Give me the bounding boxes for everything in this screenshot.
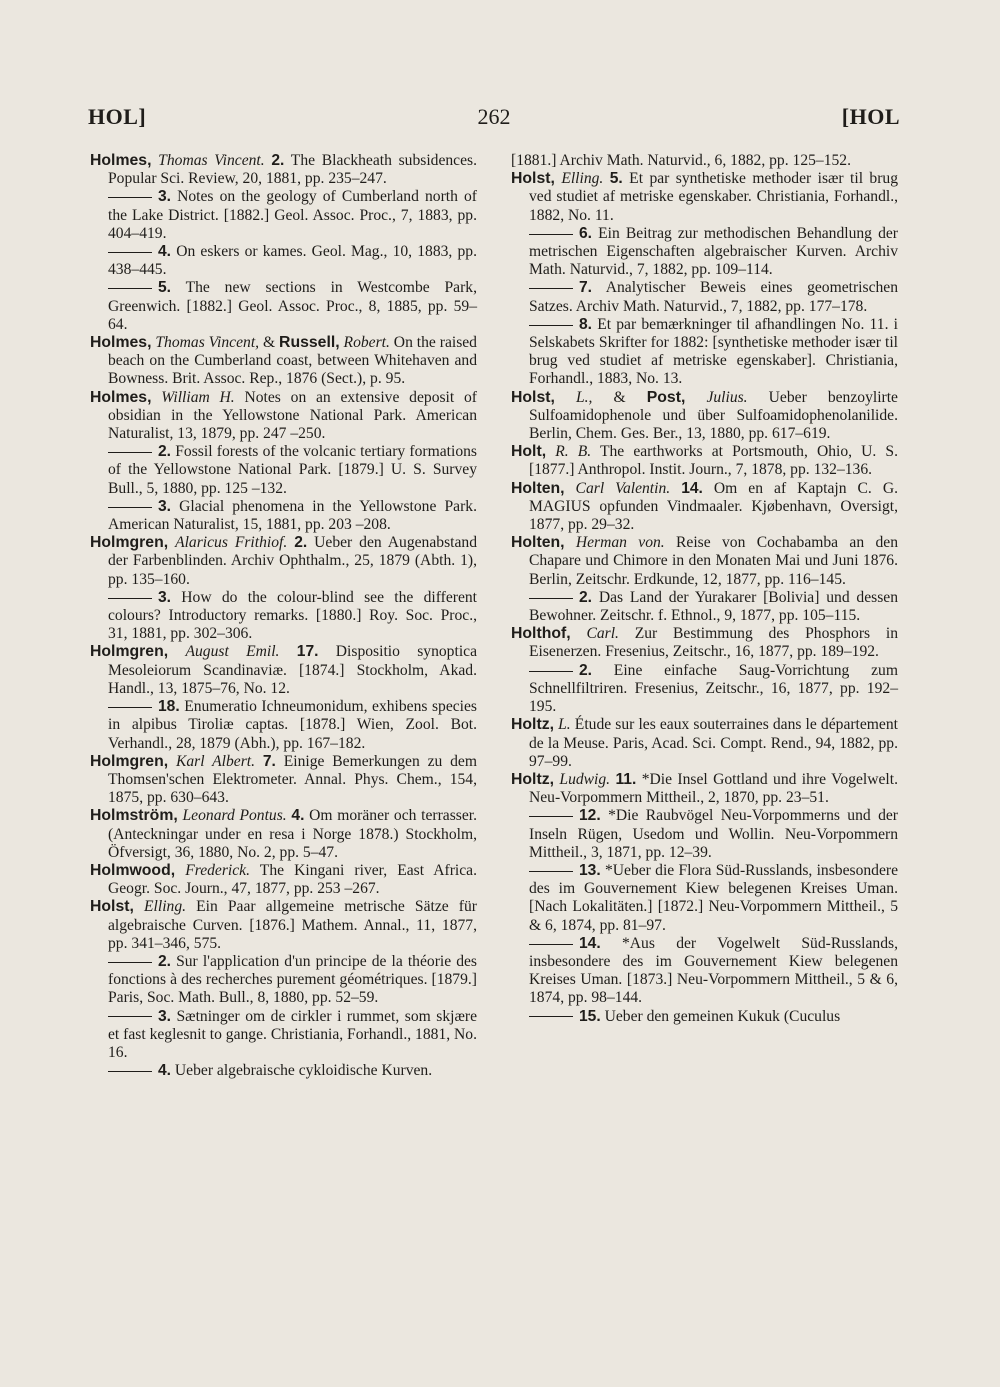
ditto-dash bbox=[108, 197, 152, 198]
bibliography-subentry bbox=[90, 279, 477, 334]
entry-text: Das Land der Yurakarer [Bolivia] und dessen Bewohner. Zeitschr. f. Ethnol., 9, 1877, pp. 105–115. bbox=[529, 588, 898, 625]
coauthor-name: Post, bbox=[646, 388, 686, 406]
author-name: Holmgren, bbox=[90, 752, 169, 770]
author-name: Holten, bbox=[511, 479, 565, 497]
bibliography-subentry bbox=[511, 935, 898, 1008]
bibliography-subentry bbox=[511, 589, 898, 625]
bibliography-entry bbox=[90, 807, 477, 862]
bibliography-subentry bbox=[90, 498, 477, 534]
entry-number: 17. bbox=[296, 643, 319, 661]
ditto-dash bbox=[529, 944, 573, 945]
entry-number: 8. bbox=[579, 315, 593, 333]
entry-text: Sætninger om de cirkler i rummet, som skjære et fast keglesnit to gange. Christiania, Forhandl., 1881, No. 16. bbox=[108, 1007, 477, 1061]
author-given-name: Frederick. bbox=[185, 861, 250, 879]
entry-number: 12. bbox=[579, 807, 601, 825]
entry-text: Einige Bemerkungen zu dem Thomsen'schen Elektrometer. Annal. Phys. Chem., 154, 1875, pp. 630–643. bbox=[108, 752, 477, 807]
coauthor-given-name: Robert. bbox=[343, 334, 390, 352]
bibliography-entry bbox=[511, 771, 898, 807]
ditto-dash bbox=[529, 871, 573, 872]
author-name: Holst, bbox=[511, 388, 555, 406]
author-name: Holst, bbox=[90, 898, 134, 916]
ditto-dash bbox=[529, 325, 573, 326]
entry-text: The Kingani river, East Africa. Geogr. Soc. Journ., 47, 1877, pp. 253 –267. bbox=[108, 861, 477, 898]
ditto-dash bbox=[108, 507, 152, 508]
entry-text: Notes on the geology of Cumberland north of the Lake District. [1882.] Geol. Assoc. Proc., 7, 1883, pp. 404–419. bbox=[108, 188, 477, 242]
bibliography-subentry bbox=[511, 279, 898, 315]
entry-number: 14. bbox=[579, 934, 601, 952]
coauthor-name: Russell, bbox=[279, 334, 340, 352]
ditto-dash bbox=[529, 816, 573, 817]
entry-number: 2. bbox=[271, 152, 285, 169]
bibliography-entry bbox=[511, 443, 898, 479]
entry-text: On the raised beach on the Cumberland coast, between Whitehaven and Bowness. Brit. Assoc. Rep., 1876 (Sect.), p. 95. bbox=[108, 334, 477, 388]
entry-number: 3. bbox=[158, 1007, 172, 1025]
author-given-name: L., bbox=[575, 388, 593, 406]
bibliography-subentry bbox=[90, 243, 477, 279]
entry-number: 7. bbox=[579, 279, 593, 297]
entry-text: *Die Insel Gottland und ihre Vogelwelt. Neu-Vorpommern Mittheil., 2, 1870, pp. 23–51. bbox=[529, 770, 898, 807]
author-name: Holthof, bbox=[511, 625, 571, 643]
author-name: Holten, bbox=[511, 534, 565, 552]
bibliography-entry bbox=[511, 480, 898, 535]
entry-text: Et par bemærkninger til afhandlingen No. 11. i Selskabets Skrifter for 1882: [synthetiske methoder især til brug ved studiet af metriske egenskaber]. Christiania, Forhandl., 1883, No. 13. bbox=[529, 315, 898, 388]
bibliography-subentry bbox=[90, 589, 477, 644]
author-given-name: R. B. bbox=[555, 443, 592, 461]
entry-text: The Blackheath subsidences. Popular Sci. Review, 20, 1881, pp. 235–247. bbox=[108, 152, 477, 188]
entry-continuation: [1881.] Archiv Math. Naturvid., 6, 1882, pp. 125–152. bbox=[511, 152, 851, 169]
entry-text: *Aus der Vogelwelt Süd-Russlands, insbesondere des im Gouvernement Kiew belegenen Kreises Uman. [1873.] Neu-Vorpommern Mittheil., 5 & 6, 1874, pp. 98–144. bbox=[529, 934, 898, 1007]
coauthor-given-name: Julius. bbox=[706, 388, 748, 406]
entry-number: 3. bbox=[158, 588, 172, 606]
bibliography-entry bbox=[90, 643, 477, 698]
entry-number: 2. bbox=[294, 534, 308, 552]
author-given-name: Thomas Vincent. bbox=[158, 152, 265, 169]
entry-text: Om moräner och terrasser. (Anteckningar under en resa i Norge 1878.) Stockholm, Öfversigt, 36, 1880, No. 2, pp. 5–47. bbox=[108, 807, 477, 861]
entry-text: How do the colour-blind see the different colours? Introductory remarks. [1880.] Roy. Soc. Proc., 31, 1881, pp. 302–306. bbox=[108, 588, 477, 643]
ditto-dash bbox=[108, 1071, 152, 1072]
entry-number: 6. bbox=[579, 224, 593, 242]
ditto-dash bbox=[108, 962, 152, 963]
entry-number: 5. bbox=[158, 279, 172, 297]
running-header bbox=[88, 104, 900, 138]
bibliography-subentry bbox=[511, 662, 898, 717]
author-given-name: August Emil. bbox=[185, 643, 280, 661]
author-given-name: Carl. bbox=[586, 625, 619, 643]
author-given-name: William H. bbox=[161, 388, 235, 406]
entry-number: 13. bbox=[579, 861, 601, 879]
bibliography-subentry bbox=[90, 188, 477, 243]
ditto-dash bbox=[529, 671, 573, 672]
entry-text: Dispositio synoptica Mesoleiorum Scandinaviæ. [1874.] Stockholm, Akad. Handl., 13, 1875–76, No. 12. bbox=[108, 643, 477, 697]
bibliography-subentry bbox=[511, 316, 898, 389]
entry-number: 4. bbox=[158, 1062, 172, 1080]
author-name: Holmes, bbox=[90, 388, 152, 406]
author-name: Holt, bbox=[511, 443, 547, 461]
entry-number: 2. bbox=[579, 588, 593, 606]
entry-text: Eine einfache Saug-Vorrichtung zum Schnellfiltriren. Fresenius, Zeitschr., 16, 1877, pp. 192–195. bbox=[529, 661, 898, 716]
entry-text: Analytischer Beweis eines geometrischen Satzes. Archiv Math. Naturvid., 7, 1882, pp. 177–178. bbox=[529, 279, 898, 315]
ditto-dash bbox=[529, 598, 573, 599]
bibliography-subentry bbox=[90, 443, 477, 498]
entry-text: Fossil forests of the volcanic tertiary formations of the Yellowstone National Park. [1879.] U. S. Survey Bull., 5, 1880, pp. 125 –132. bbox=[108, 443, 477, 497]
entry-number: 2. bbox=[579, 661, 593, 679]
entry-text: The new sections in Westcombe Park, Greenwich. [1882.] Geol. Assoc. Proc., 8, 1885, pp. 59–64. bbox=[108, 279, 477, 333]
ditto-dash bbox=[108, 707, 152, 708]
bibliography-entry bbox=[90, 862, 477, 898]
entry-text: Ueber den Augenabstand der Farbenblinden. Archiv Ophthalm., 25, 1879 (Abth. 1), pp. 135–160. bbox=[108, 534, 477, 588]
bibliography-subentry bbox=[511, 1008, 898, 1026]
author-given-name: Leonard Pontus. bbox=[182, 807, 287, 825]
author-given-name: Ludwig. bbox=[559, 770, 611, 788]
entry-number: 2. bbox=[158, 952, 172, 970]
bibliography-subentry bbox=[90, 1008, 477, 1063]
entry-number: 4. bbox=[158, 243, 172, 261]
author-given-name: L. bbox=[558, 716, 571, 734]
bibliography-subentry bbox=[511, 807, 898, 862]
entry-text: Reise von Cochabamba an den Chapare und Chimore in den Monaten Mai und Juni 1876. Berlin, Zeitschr. Erdkunde, 12, 1877, pp. 116–145. bbox=[529, 534, 898, 588]
bibliography-entry: Holst, L., & Post, Julius. Ueber benzoylirte Sulfoamidophenole und über Sulfoamidophenolanilide. Berlin, Chem. Ges. Ber., 13, 1880, pp. 617–619. bbox=[511, 388, 898, 443]
author-name: Holmes, bbox=[90, 152, 152, 169]
entry-text: Glacial phenomena in the Yellowstone Park. American Naturalist, 15, 1881, pp. 203 –208. bbox=[108, 497, 477, 534]
entry-text: Ein Paar allgemeine metrische Sätze für algebraische Curven. [1876.] Mathem. Annal., 11, 1877, pp. 341–346, 575. bbox=[108, 898, 477, 952]
entry-text: Enumeratio Ichneumonidum, exhibens species in alpibus Tiroliæ captas. [1878.] Wien, Zool. Bot. Verhandl., 28, 1879 (Abh.), pp. 167–182. bbox=[108, 698, 477, 752]
ditto-dash bbox=[108, 598, 152, 599]
bibliography-subentry bbox=[90, 1062, 477, 1080]
bibliography-entry bbox=[90, 152, 477, 188]
bibliography-subentry bbox=[511, 225, 898, 280]
author-given-name: Karl Albert. bbox=[175, 752, 256, 770]
entry-number: 3. bbox=[158, 188, 172, 206]
entry-number: 11. bbox=[615, 770, 637, 788]
entry-text: Notes on an extensive deposit of obsidian in the Yellowstone National Park. American Naturalist, 13, 1879, pp. 247 –250. bbox=[108, 388, 477, 443]
author-name: Holmgren, bbox=[90, 643, 169, 661]
author-name: Holmgren, bbox=[90, 534, 169, 552]
left-column bbox=[90, 152, 477, 1080]
header-left: HOL] bbox=[88, 104, 147, 129]
ditto-dash bbox=[529, 234, 573, 235]
entry-number: 14. bbox=[681, 479, 703, 497]
author-given-name: Herman von. bbox=[575, 534, 665, 552]
bibliography-entry bbox=[90, 753, 477, 808]
entry-text: Et par synthetiske methoder især til brug ved studiet af metriske egenskaber. Christiania, Forhandl., 1882, No. 11. bbox=[529, 170, 899, 224]
header-right: [HOL bbox=[841, 104, 900, 129]
entry-text: Ueber algebraische cykloidische Kurven. bbox=[171, 1062, 433, 1080]
ditto-dash bbox=[108, 452, 152, 453]
author-given-name: Thomas Vincent, bbox=[155, 334, 260, 352]
bibliography-entry bbox=[511, 716, 898, 771]
bibliography-entry bbox=[90, 898, 477, 953]
author-given-name: Elling. bbox=[144, 898, 187, 916]
ditto-dash bbox=[108, 288, 152, 289]
bibliography-entry bbox=[90, 389, 477, 444]
entry-number: 3. bbox=[158, 497, 172, 515]
entry-number: 15. bbox=[579, 1007, 601, 1025]
ditto-dash bbox=[529, 288, 573, 289]
entry-text: *Die Raubvögel Neu-Vorpommerns und der Inseln Rügen, Usedom und Wollin. Neu-Vorpommern Mittheil., 3, 1871, pp. 12–39. bbox=[529, 807, 898, 861]
page-number: 262 bbox=[477, 104, 511, 129]
entry-number: 18. bbox=[158, 698, 180, 716]
entry-text: *Ueber die Flora Süd-Russlands, insbesondere des im Gouvernement Kiew belegenen Kreises Uman. [Nach Lokalitäten.] [1872.] Neu-Vorpommern Mittheil., 5 & 6, 1874, pp. 81–97. bbox=[529, 861, 898, 934]
bibliography-entry: Holmes, Thomas Vincent, & Russell, Robert. On the raised beach on the Cumberland coast, between Whitehaven and Bowness. Brit. Assoc. Rep., 1876 (Sect.), p. 95. bbox=[90, 334, 477, 388]
author-given-name: Carl Valentin. bbox=[575, 479, 671, 497]
bibliography-entry bbox=[511, 534, 898, 589]
author-name: Holtz, bbox=[511, 716, 554, 734]
entry-text: Zur Bestimmung des Phosphors in Eisenerzen. Fresenius, Zeitschr., 16, 1877, pp. 189–192. bbox=[529, 625, 898, 661]
entry-text: Ueber den gemeinen Kukuk (Cuculus bbox=[600, 1007, 841, 1025]
author-name: Holst, bbox=[511, 170, 555, 188]
ditto-dash bbox=[108, 252, 152, 253]
author-name: Holmström, bbox=[90, 807, 178, 825]
entry-text: Ueber benzoylirte Sulfoamidophenole und über Sulfoamidophenolanilide. Berlin, Chem. Ges. Ber., 13, 1880, pp. 617–619. bbox=[529, 388, 898, 443]
ditto-dash bbox=[529, 1016, 573, 1017]
entry-text: Sur l'application d'un principe de la théorie des fonctions à des recherches purement géométriques. [1879.] Paris, Soc. Math. Bull., 8, 1880, pp. 52–59. bbox=[108, 952, 477, 1007]
entry-number: 5. bbox=[609, 170, 623, 188]
bibliography-entry bbox=[90, 534, 477, 589]
author-name: Holtz, bbox=[511, 770, 554, 788]
entry-number: 2. bbox=[158, 443, 172, 461]
entry-text: On eskers or kames. Geol. Mag., 10, 1883, pp. 438–445. bbox=[108, 243, 477, 279]
bibliography-subentry bbox=[511, 862, 898, 935]
ditto-dash bbox=[108, 1016, 152, 1017]
author-given-name: Elling. bbox=[561, 170, 604, 188]
entry-text: Étude sur les eaux souterraines dans le département de la Meuse. Paris, Acad. Sci. Compt. Rend., 94, 1882, pp. 97–99. bbox=[529, 716, 898, 770]
right-column bbox=[511, 152, 898, 1026]
author-name: Holmes, bbox=[90, 334, 152, 352]
bibliography-entry bbox=[511, 625, 898, 661]
entry-text: Ein Beitrag zur methodischen Behandlung der metrischen Eigenschaften algebraischer Kurven. Archiv Math. Naturvid., 7, 1882, pp. 109–114. bbox=[529, 224, 898, 279]
entry-number: 7. bbox=[262, 752, 276, 770]
bibliography-subentry bbox=[90, 953, 477, 1008]
bibliography-subentry bbox=[90, 698, 477, 753]
entry-text: Om en af Kaptajn C. G. MAGIUS opfunden Vindmaaler. Kjøbenhavn, Oversigt, 1877, pp. 29–32. bbox=[529, 479, 898, 534]
bibliography-entry bbox=[511, 170, 898, 225]
entry-text: The earthworks at Portsmouth, Ohio, U. S. [1877.] Anthropol. Instit. Journ., 7, 1878, pp. 132–136. bbox=[529, 443, 898, 479]
author-name: Holmwood, bbox=[90, 861, 176, 879]
author-given-name: Alaricus Frithiof. bbox=[175, 534, 288, 552]
entry-number: 4. bbox=[291, 807, 305, 825]
